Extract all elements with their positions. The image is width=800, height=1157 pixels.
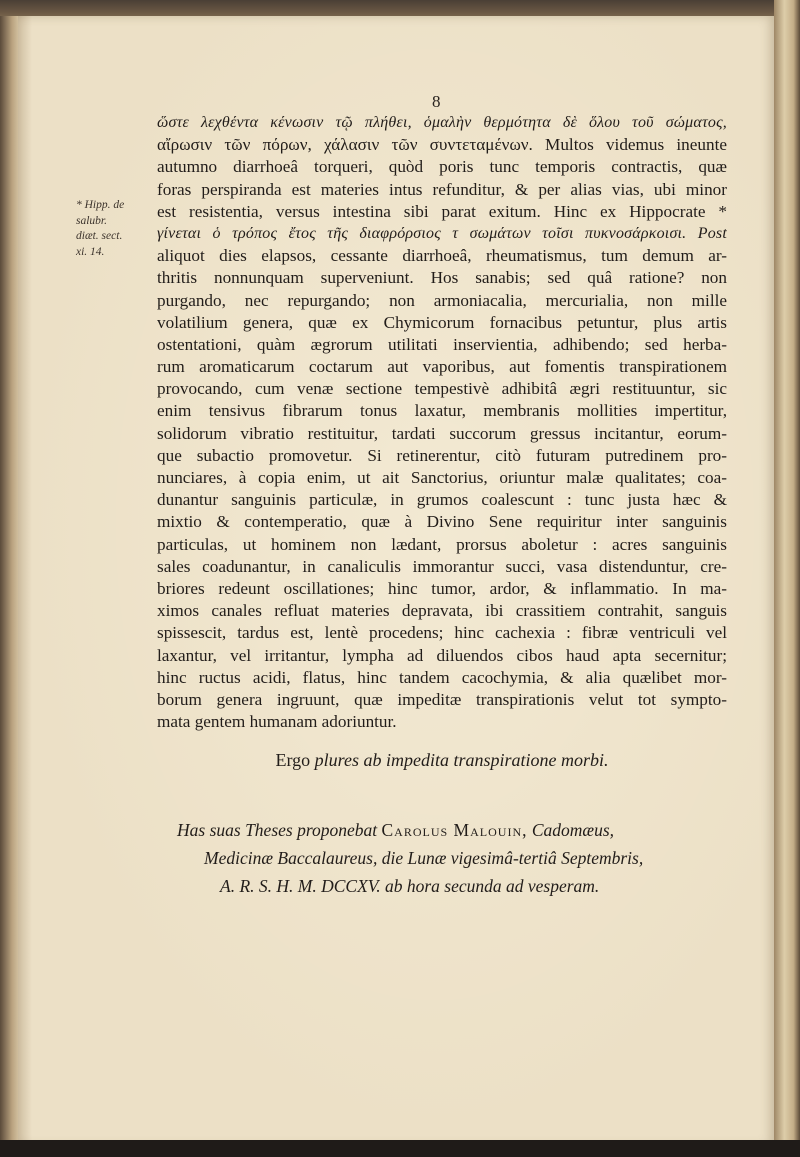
margin-note-line: salubr. xyxy=(76,214,107,227)
colophon-line-3 xyxy=(157,872,727,900)
book-gutter xyxy=(0,16,20,1146)
conclusion-thesis: plures ab impedita transpiratione morbi. xyxy=(314,750,609,770)
margin-note-line: * Hipp. de xyxy=(76,199,125,211)
margin-note xyxy=(76,198,152,260)
text-line: laxantur, vel irritantur, lympha ad diluendos cibos haud apta secernitur; xyxy=(157,645,727,665)
text-line: foras perspiranda est materies intus refunditur, & per alias vias, ubi minor xyxy=(157,179,727,199)
author-origin: Cadomæus, xyxy=(531,820,615,840)
margin-note-line: xi. 14. xyxy=(76,245,105,258)
colophon-intro: Has suas Theses proponebat xyxy=(177,820,378,840)
text-line: ximos canales refluat materies depravata, ibi crassitiem contrahit, sanguis xyxy=(157,601,727,621)
book-bottom-edge xyxy=(0,1140,800,1157)
text-line: est resistentia, versus intestina sibi parat exitum. Hinc ex Hippocrate * xyxy=(157,201,727,221)
colophon-line-1 xyxy=(157,816,727,844)
text-line: enim tensivus fibrarum tonus laxatur, membranis mollities impertitur, xyxy=(157,401,727,421)
text-line: αἴρωσιν τῶν πόρων, χάλασιν τῶν συντεταμένων. Multos videmus ineunte xyxy=(157,135,727,155)
text-line: mixtio & contemperatio, quæ à Divino Sene requiritur inter sanguinis xyxy=(157,512,727,532)
text-line: que subactio promovetur. Si retinerentur, citò futuram putredinem pro- xyxy=(157,445,727,465)
text-line: mata gentem humanam adoriuntur. xyxy=(157,712,397,732)
text-line: γίνεται ὁ τρόπος ἔτος τῆς διαφρόρσιος τ σωμάτων τοῖσι πυκνοσάρκοισι. Post xyxy=(157,224,727,242)
margin-note-line: diæt. sect. xyxy=(76,230,123,242)
text-line: provocando, cum venæ sectione tempestivè adhibitâ ægri restituuntur, sic xyxy=(157,379,727,399)
page-number: 8 xyxy=(432,92,441,111)
conclusion xyxy=(157,750,727,771)
text-line: aliquot dies elapsos, cessante diarrhoeâ, rheumatismus, tum demum ar- xyxy=(157,246,727,266)
text-line: purgando, nec repurgando; non armoniacalia, mercurialia, non mille xyxy=(157,290,727,310)
text-line: ostentationi, quàm ægrorum utilitati inservientia, adhibendo; sed herba- xyxy=(157,334,727,354)
book-fore-edge xyxy=(774,0,800,1157)
text-line: ὥστε λεχθέντα κένωσιν τῷ πλήθει, ὁμαλὴν θερμότητα δὲ ὅλου τοῦ σώματος, xyxy=(157,114,727,131)
text-line: volatilium genera, quæ ex Chymicorum fornacibus petuntur, plus artis xyxy=(157,312,727,332)
text-line: spissescit, tardus est, lentè procedens; hinc cachexia : fibræ ventriculi vel xyxy=(157,623,727,643)
text-line: briores redeunt oscillationes; hinc tumor, ardor, & inflammatio. In ma- xyxy=(157,578,727,598)
text-line: solidorum vibratio restituitur, tardati succorum gressus incitantur, eorum- xyxy=(157,423,727,443)
text-line: nunciares, à copia enim, ut ait Sanctorius, oriuntur malæ qualitates; coa- xyxy=(157,468,727,487)
conclusion-lead: Ergo xyxy=(275,750,311,770)
text-line: sales coadunantur, in canaliculis immorantur succi, vasa distenduntur, cre- xyxy=(157,556,727,576)
text-line: borum genera ingruunt, quæ impeditæ transpirationis velut tot sympto- xyxy=(157,689,727,709)
text-line: dunantur sanguinis particulæ, in grumos coalescunt : tunc justa hæc & xyxy=(157,490,727,510)
text-line: hinc ructus acidi, flatus, hinc tandem cacochymia, & alia quælibet mor- xyxy=(157,667,727,687)
text-line: thritis nonnunquam superveniunt. Hos sanabis; sed quâ ratione? non xyxy=(157,268,727,288)
colophon-degree-date: Medicinæ Baccalaureus, die Lunæ vigesimâ-tertiâ Septembris, xyxy=(204,848,644,868)
colophon xyxy=(157,816,727,900)
author-name: Carolus Malouin, xyxy=(381,820,528,840)
text-line: autumno diarrhoeâ torqueri, quòd poris tunc temporis contractis, quæ xyxy=(157,157,727,177)
text-line: rum aromaticarum coctarum aut vaporibus, aut fomentis transpirationem xyxy=(157,357,727,377)
colophon-line-2 xyxy=(157,844,727,872)
colophon-year-time: A. R. S. H. M. DCCXV. ab hora secunda ad vesperam. xyxy=(220,876,600,896)
text-line: particulas, ut hominem non lædant, prorsus aboletur : acres sanguinis xyxy=(157,534,727,554)
body-text xyxy=(157,112,727,733)
